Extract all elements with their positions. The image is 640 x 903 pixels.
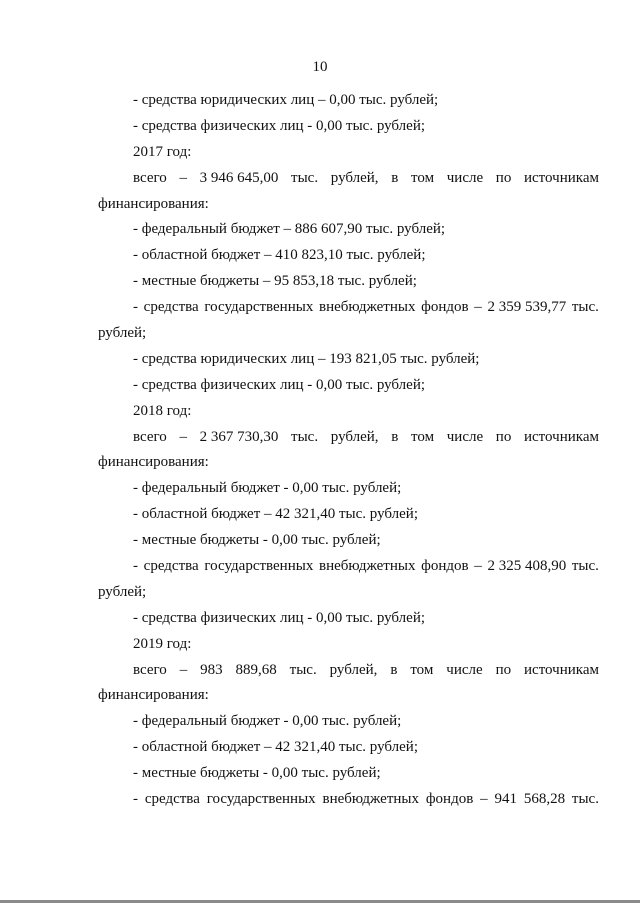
word: – xyxy=(179,661,188,678)
text-line: - федеральный бюджет - 0,00 тыс. рублей; xyxy=(133,480,402,497)
justified-line xyxy=(98,658,599,684)
text-line: - средства юридических лиц – 193 821,05 тыс. рублей; xyxy=(133,350,480,367)
word: в xyxy=(391,169,399,186)
word: тыс. xyxy=(289,661,317,678)
year-heading: 2017 год: xyxy=(133,143,192,160)
word: источникам xyxy=(524,169,599,186)
justified-line xyxy=(98,554,599,580)
text-line: - федеральный бюджет - 0,00 тыс. рублей; xyxy=(133,713,402,730)
word: 2 325 408,90 xyxy=(487,558,567,575)
text-line: - местные бюджеты – 95 853,18 тыс. рублей; xyxy=(133,273,417,290)
page-number: 10 xyxy=(312,59,328,75)
text-line: - областной бюджет – 410 823,10 тыс. рублей; xyxy=(133,247,426,264)
text-line: - областной бюджет – 42 321,40 тыс. рублей; xyxy=(133,506,418,523)
year-heading: 2018 год: xyxy=(133,402,192,419)
word: источникам xyxy=(524,428,599,445)
word: рублей, xyxy=(330,169,379,186)
word: том xyxy=(411,428,435,445)
word: рублей, xyxy=(330,428,379,445)
word: числе xyxy=(446,169,484,186)
word: – xyxy=(474,558,482,575)
word: числе xyxy=(446,661,483,678)
document-body xyxy=(98,88,599,813)
word: тыс. xyxy=(571,558,599,575)
justified-line xyxy=(98,295,599,321)
word: тыс. xyxy=(291,428,319,445)
word: - xyxy=(133,791,138,808)
word: – xyxy=(480,791,488,808)
word: всего xyxy=(133,661,167,678)
word: рублей, xyxy=(329,661,378,678)
text-line: - средства физических лиц - 0,00 тыс. рублей; xyxy=(133,376,426,393)
text-line: рублей; xyxy=(98,325,147,342)
word: 983 xyxy=(200,661,223,678)
word: - xyxy=(133,558,138,575)
word: 568,28 xyxy=(523,791,566,808)
word: числе xyxy=(446,428,484,445)
justified-line xyxy=(98,425,599,451)
text-line: рублей; xyxy=(98,583,147,600)
word: внебюджетных xyxy=(319,558,416,575)
word: – xyxy=(474,299,482,316)
word: – xyxy=(179,169,187,186)
text-line: - федеральный бюджет – 886 607,90 тыс. рублей; xyxy=(133,221,446,238)
word: тыс. xyxy=(571,299,599,316)
word: 2 367 730,30 xyxy=(199,428,279,445)
word: средства xyxy=(143,299,199,316)
word: всего xyxy=(133,169,167,186)
word: всего xyxy=(133,428,167,445)
word: фондов xyxy=(421,299,469,316)
word: по xyxy=(495,169,512,186)
year-heading: 2019 год: xyxy=(133,635,192,652)
text-line: - средства физических лиц - 0,00 тыс. рублей; xyxy=(133,609,426,626)
word: государственных xyxy=(204,299,314,316)
word: внебюджетных xyxy=(319,299,416,316)
word: 2 359 539,77 xyxy=(487,299,567,316)
text-line: - средства физических лиц - 0,00 тыс. рублей; xyxy=(133,117,426,134)
justified-line xyxy=(98,787,599,813)
text-line: финансирования: xyxy=(98,195,209,212)
text-line: финансирования: xyxy=(98,687,209,704)
word: тыс. xyxy=(571,791,599,808)
word: источникам xyxy=(524,661,599,678)
word: государственных xyxy=(204,558,314,575)
text-line: - средства юридических лиц – 0,00 тыс. рублей; xyxy=(133,92,439,108)
text-line: - местные бюджеты - 0,00 тыс. рублей; xyxy=(133,532,381,549)
word: 941 xyxy=(494,791,517,808)
word: в xyxy=(390,661,398,678)
word: фондов xyxy=(425,791,474,808)
text-line: финансирования: xyxy=(98,454,209,471)
word: – xyxy=(179,428,187,445)
text-line: - местные бюджеты - 0,00 тыс. рублей; xyxy=(133,765,381,782)
word: том xyxy=(411,169,435,186)
word: внебюджетных xyxy=(322,791,419,808)
word: средства xyxy=(144,791,200,808)
justified-line xyxy=(98,166,599,192)
word: - xyxy=(133,299,138,316)
word: 3 946 645,00 xyxy=(199,169,279,186)
word: по xyxy=(495,661,512,678)
text-line: - областной бюджет – 42 321,40 тыс. рублей; xyxy=(133,739,418,756)
word: 889,68 xyxy=(235,661,277,678)
word: тыс. xyxy=(291,169,319,186)
word: по xyxy=(495,428,512,445)
word: фондов xyxy=(421,558,469,575)
word: в xyxy=(391,428,399,445)
word: государственных xyxy=(206,791,316,808)
word: средства xyxy=(143,558,199,575)
word: том xyxy=(410,661,434,678)
